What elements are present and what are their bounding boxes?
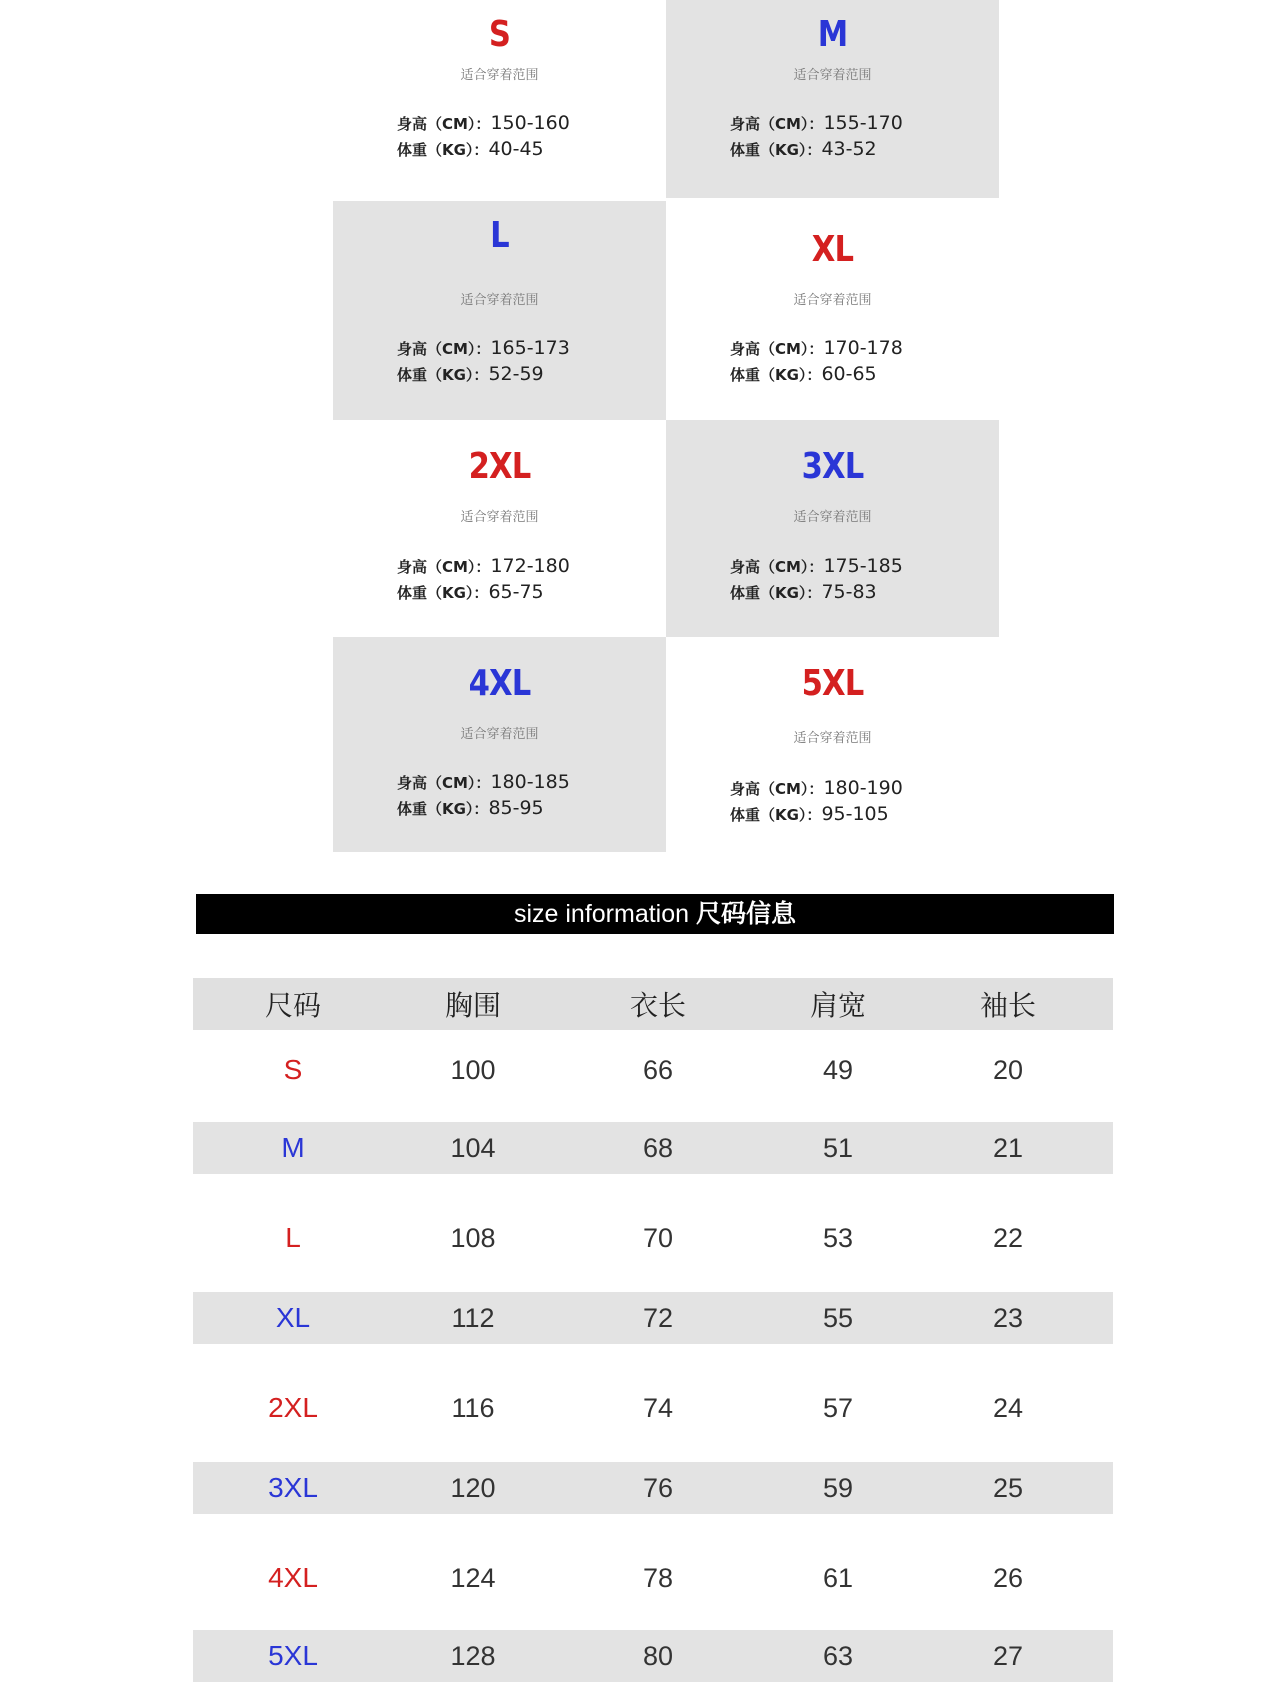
weight-value: 40-45 xyxy=(488,138,544,160)
row-shoulder: 53 xyxy=(822,1222,854,1253)
height-value: 175-185 xyxy=(823,555,903,577)
height-range xyxy=(730,337,989,359)
row-chest: 120 xyxy=(450,1472,496,1503)
size-card xyxy=(666,420,999,637)
row-size: L xyxy=(285,1222,301,1253)
weight-label: 体重（KG）： xyxy=(397,800,489,818)
row-chest: 116 xyxy=(451,1392,495,1423)
row-length: 66 xyxy=(642,1054,674,1085)
fit-range-label: 适合穿着范围 xyxy=(793,68,872,83)
row-chest: 100 xyxy=(450,1054,496,1085)
banner-title-zh: 尺码信息 xyxy=(696,900,797,928)
row-shoulder: 55 xyxy=(822,1302,854,1333)
fit-range-label: 适合穿着范围 xyxy=(793,293,872,308)
header-size: 尺码 xyxy=(264,990,321,1021)
table-row xyxy=(193,1198,1113,1284)
weight-value: 95-105 xyxy=(821,803,889,825)
weight-label: 体重（KG）： xyxy=(730,141,822,159)
row-length: 80 xyxy=(642,1640,674,1671)
height-range xyxy=(397,337,656,359)
weight-value: 75-83 xyxy=(821,581,877,603)
row-sleeve: 20 xyxy=(992,1054,1024,1085)
row-sleeve: 27 xyxy=(992,1640,1024,1671)
row-sleeve: 21 xyxy=(992,1132,1024,1163)
row-length: 72 xyxy=(642,1302,674,1333)
height-range xyxy=(730,555,989,577)
height-range xyxy=(730,112,989,134)
row-chest: 108 xyxy=(450,1222,496,1253)
weight-range xyxy=(730,138,989,160)
row-sleeve: 25 xyxy=(992,1472,1024,1503)
height-value: 150-160 xyxy=(490,112,570,134)
height-range xyxy=(397,771,656,793)
size-card-title: 4XL xyxy=(468,663,531,704)
table-row xyxy=(193,1114,1113,1198)
weight-range xyxy=(397,363,656,385)
height-label: 身高（CM）： xyxy=(397,774,491,792)
row-sleeve: 23 xyxy=(992,1302,1024,1333)
weight-value: 85-95 xyxy=(488,797,544,819)
height-range xyxy=(397,555,656,577)
height-label: 身高（CM）： xyxy=(397,340,491,358)
weight-range xyxy=(730,803,989,825)
size-card-title: XL xyxy=(811,229,854,270)
height-label: 身高（CM）： xyxy=(397,558,491,576)
row-size: M xyxy=(281,1132,305,1163)
height-label: 身高（CM）： xyxy=(730,115,824,133)
weight-range xyxy=(730,581,989,603)
row-sleeve: 26 xyxy=(992,1562,1024,1593)
size-card xyxy=(333,637,666,852)
row-chest: 124 xyxy=(450,1562,496,1593)
size-card xyxy=(333,201,666,420)
height-value: 155-170 xyxy=(823,112,903,134)
weight-range xyxy=(397,581,656,603)
fit-range-label: 适合穿着范围 xyxy=(460,727,539,742)
table-row xyxy=(193,1368,1113,1454)
weight-label: 体重（KG）： xyxy=(730,366,822,384)
fit-range-label: 适合穿着范围 xyxy=(793,510,872,525)
header-sleeve: 袖长 xyxy=(979,990,1036,1021)
size-card xyxy=(666,0,999,198)
height-label: 身高（CM）： xyxy=(730,340,824,358)
row-sleeve: 22 xyxy=(992,1222,1024,1253)
row-shoulder: 63 xyxy=(822,1640,854,1671)
fit-range-label: 适合穿着范围 xyxy=(460,293,539,308)
row-length: 74 xyxy=(642,1392,674,1423)
fit-range-label: 适合穿着范围 xyxy=(793,731,872,746)
size-card-title: L xyxy=(490,215,509,256)
weight-value: 52-59 xyxy=(488,363,544,385)
row-size: 5XL xyxy=(268,1640,318,1671)
size-card-title: 3XL xyxy=(801,446,864,487)
weight-label: 体重（KG）： xyxy=(397,366,489,384)
height-label: 身高（CM）： xyxy=(397,115,491,133)
header-chest: 胸围 xyxy=(444,990,501,1021)
size-card xyxy=(333,0,666,213)
fit-range-label: 适合穿着范围 xyxy=(460,510,539,525)
size-card xyxy=(666,201,999,420)
weight-range xyxy=(397,797,656,819)
size-card-title: 2XL xyxy=(468,446,531,487)
height-value: 172-180 xyxy=(490,555,570,577)
weight-value: 43-52 xyxy=(821,138,877,160)
row-chest: 128 xyxy=(450,1640,496,1671)
size-card-title: M xyxy=(817,14,848,55)
row-size: 2XL xyxy=(268,1392,318,1423)
size-card xyxy=(666,637,999,852)
fit-range-label: 适合穿着范围 xyxy=(460,68,539,83)
table-header xyxy=(193,978,1113,1030)
size-fit-grid xyxy=(333,0,999,852)
height-range xyxy=(730,777,989,799)
size-information-banner xyxy=(196,894,1114,934)
height-label: 身高（CM）： xyxy=(730,780,824,798)
table-row xyxy=(193,1622,1113,1706)
row-shoulder: 49 xyxy=(822,1054,854,1085)
row-chest: 104 xyxy=(450,1132,496,1163)
height-value: 180-190 xyxy=(823,777,903,799)
row-shoulder: 59 xyxy=(822,1472,854,1503)
row-shoulder: 61 xyxy=(822,1562,854,1593)
weight-label: 体重（KG）： xyxy=(397,141,489,159)
table-row xyxy=(193,1284,1113,1368)
height-value: 180-185 xyxy=(490,771,570,793)
row-length: 68 xyxy=(642,1132,674,1163)
row-length: 70 xyxy=(642,1222,674,1253)
height-range xyxy=(397,112,656,134)
weight-range xyxy=(730,363,989,385)
weight-range xyxy=(397,138,656,160)
size-card-title: S xyxy=(488,14,511,55)
row-size: 3XL xyxy=(268,1472,318,1503)
row-sleeve: 24 xyxy=(992,1392,1024,1423)
table-row xyxy=(193,1538,1113,1622)
height-value: 165-173 xyxy=(490,337,570,359)
weight-label: 体重（KG）： xyxy=(730,806,822,824)
size-table xyxy=(193,978,1113,1706)
header-length: 衣长 xyxy=(629,990,686,1021)
header-shoulder: 肩宽 xyxy=(809,990,866,1021)
height-value: 170-178 xyxy=(823,337,903,359)
size-card-title: 5XL xyxy=(801,663,864,704)
row-length: 76 xyxy=(642,1472,674,1503)
banner-title-en: size information xyxy=(513,900,690,928)
row-shoulder: 51 xyxy=(822,1132,854,1163)
row-size: XL xyxy=(275,1302,311,1333)
weight-value: 65-75 xyxy=(488,581,544,603)
table-row xyxy=(193,1030,1113,1114)
row-size: S xyxy=(283,1054,303,1085)
table-row xyxy=(193,1454,1113,1538)
size-card xyxy=(333,420,666,637)
weight-value: 60-65 xyxy=(821,363,877,385)
row-chest: 112 xyxy=(451,1302,495,1333)
weight-label: 体重（KG）： xyxy=(730,584,822,602)
weight-label: 体重（KG）： xyxy=(397,584,489,602)
row-shoulder: 57 xyxy=(822,1392,854,1423)
row-size: 4XL xyxy=(268,1562,318,1593)
height-label: 身高（CM）： xyxy=(730,558,824,576)
row-length: 78 xyxy=(642,1562,674,1593)
